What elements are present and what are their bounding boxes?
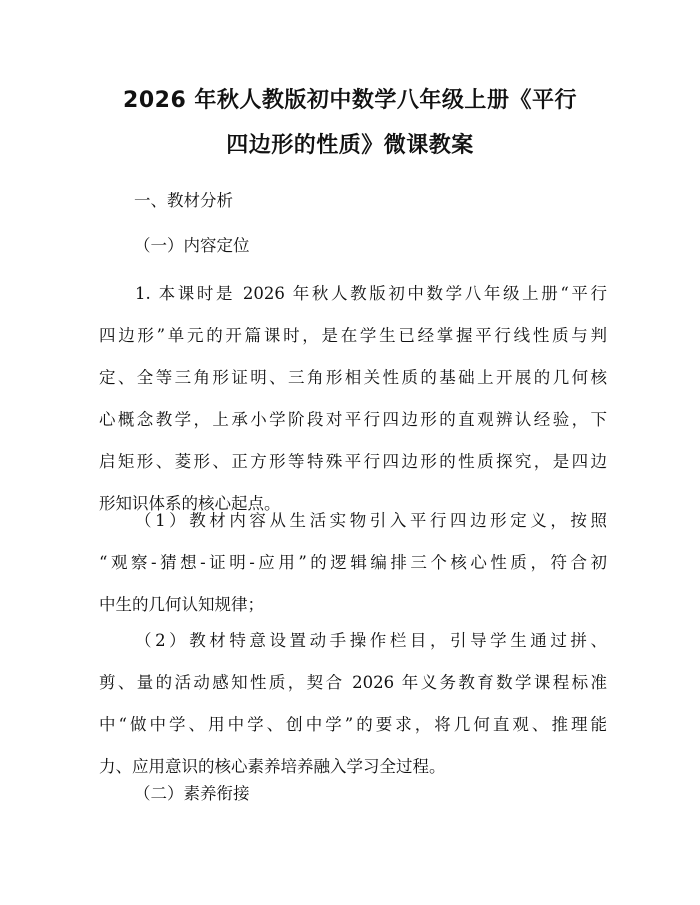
subsection-heading-literacy-connection: （二）素养衔接 xyxy=(134,784,250,803)
paragraph-line: 形知识体系的核心起点。 xyxy=(99,494,281,513)
paragraph-line: （1）教材内容从生活实物引入平行四边形定义，按照 xyxy=(135,511,607,530)
paragraph-line: 定、全等三角形证明、三角形相关性质的基础上开展的几何核 xyxy=(99,368,607,387)
paragraph-line: 中“做中学、用中学、创中学”的要求，将几何直观、推理能 xyxy=(99,715,607,734)
document-title-line-1: 2026 年秋人教版初中数学八年级上册《平行 xyxy=(123,88,577,113)
paragraph-line: 剪、量的活动感知性质，契合 2026 年义务教育数学课程标准 xyxy=(99,673,607,692)
section-heading-textbook-analysis: 一、教材分析 xyxy=(134,191,233,210)
paragraph-point-2 xyxy=(99,629,607,797)
paragraph-point-1 xyxy=(99,509,607,635)
subsection-heading-content-positioning: （一）内容定位 xyxy=(134,236,250,255)
paragraph-content-positioning xyxy=(99,282,607,534)
paragraph-line: 心概念教学，上承小学阶段对平行四边形的直观辨认经验，下 xyxy=(99,410,607,429)
paragraph-line: （2）教材特意设置动手操作栏目，引导学生通过拼、 xyxy=(135,631,607,650)
paragraph-line: 1. 本课时是 2026 年秋人教版初中数学八年级上册“平行 xyxy=(135,284,607,303)
paragraph-line: 中生的几何认知规律； xyxy=(99,595,264,614)
paragraph-line: 启矩形、菱形、正方形等特殊平行四边形的性质探究，是四边 xyxy=(99,452,607,471)
document-title-line-2: 四边形的性质》微课教案 xyxy=(226,133,474,158)
paragraph-line: “观察-猜想-证明-应用”的逻辑编排三个核心性质，符合初 xyxy=(99,553,607,572)
paragraph-line: 四边形”单元的开篇课时，是在学生已经掌握平行线性质与判 xyxy=(99,326,607,345)
paragraph-line: 力、应用意识的核心素养培养融入学习全过程。 xyxy=(99,757,446,776)
